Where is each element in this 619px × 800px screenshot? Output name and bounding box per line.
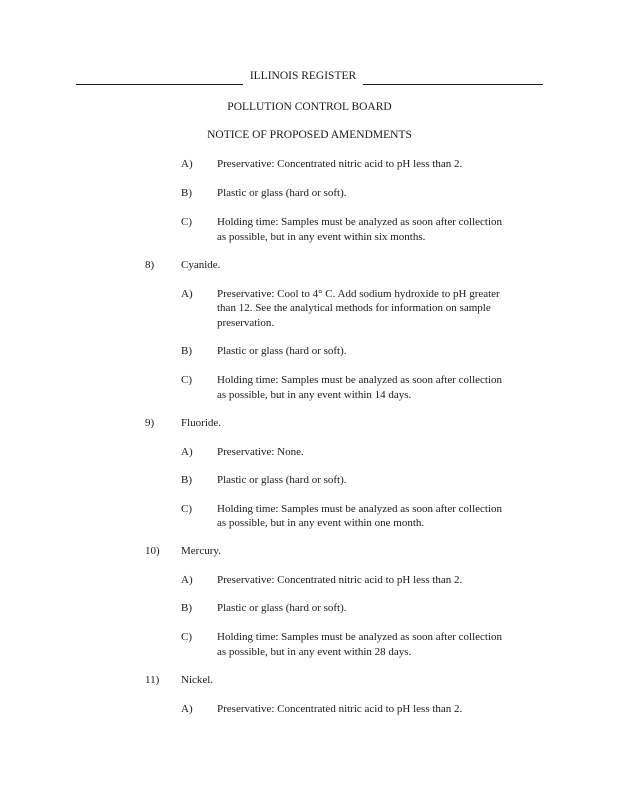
item-text: Plastic or glass (hard or soft). <box>217 474 347 486</box>
item-text-continued: than 12. See the analytical methods for information on sample <box>217 302 491 314</box>
item-text: Holding time: Samples must be analyzed as soon after collection <box>217 631 503 643</box>
item-label: A) <box>181 703 193 715</box>
board-title: POLLUTION CONTROL BOARD <box>227 101 392 113</box>
register-header <box>76 70 543 86</box>
section-label: 8) <box>145 259 155 271</box>
item-text-continued: preservation. <box>217 317 275 329</box>
item-label: B) <box>181 602 192 614</box>
section-label: 10) <box>145 545 160 557</box>
item-text: Holding time: Samples must be analyzed as soon after collection <box>217 216 503 228</box>
item-label: C) <box>181 216 192 228</box>
register-title: ILLINOIS REGISTER <box>249 70 357 82</box>
item-label: C) <box>181 374 192 386</box>
item-text: Preservative: Concentrated nitric acid to pH less than 2. <box>217 574 463 586</box>
item-text-continued: as possible, but in any event within 14 days. <box>217 389 412 401</box>
item-text: Preservative: Concentrated nitric acid to pH less than 2. <box>217 703 463 715</box>
header-rule-left <box>76 84 243 85</box>
section-heading: Nickel. <box>181 674 214 686</box>
item-text: Preservative: Cool to 4° C. Add sodium hydroxide to pH greater <box>217 288 500 300</box>
item-text-continued: as possible, but in any event within six months. <box>217 231 426 243</box>
item-text: Holding time: Samples must be analyzed as soon after collection <box>217 374 503 386</box>
section-heading: Cyanide. <box>181 259 221 271</box>
section-heading: Mercury. <box>181 545 221 557</box>
item-label: A) <box>181 288 193 300</box>
item-label: C) <box>181 503 192 515</box>
item-text: Plastic or glass (hard or soft). <box>217 345 347 357</box>
section-label: 11) <box>145 674 160 686</box>
item-text: Preservative: None. <box>217 446 304 458</box>
notice-title: NOTICE OF PROPOSED AMENDMENTS <box>207 129 412 141</box>
section-heading: Fluoride. <box>181 417 222 429</box>
item-text-continued: as possible, but in any event within one month. <box>217 517 425 529</box>
item-label: B) <box>181 187 192 199</box>
item-text-continued: as possible, but in any event within 28 days. <box>217 646 412 658</box>
item-label: A) <box>181 158 193 170</box>
item-label: B) <box>181 474 192 486</box>
item-text: Plastic or glass (hard or soft). <box>217 187 347 199</box>
header-rule-right <box>363 84 543 85</box>
item-label: A) <box>181 446 193 458</box>
item-label: B) <box>181 345 192 357</box>
item-text: Plastic or glass (hard or soft). <box>217 602 347 614</box>
section-label: 9) <box>145 417 155 429</box>
item-label: C) <box>181 631 192 643</box>
item-text: Holding time: Samples must be analyzed as soon after collection <box>217 503 503 515</box>
item-label: A) <box>181 574 193 586</box>
item-text: Preservative: Concentrated nitric acid to pH less than 2. <box>217 158 463 170</box>
